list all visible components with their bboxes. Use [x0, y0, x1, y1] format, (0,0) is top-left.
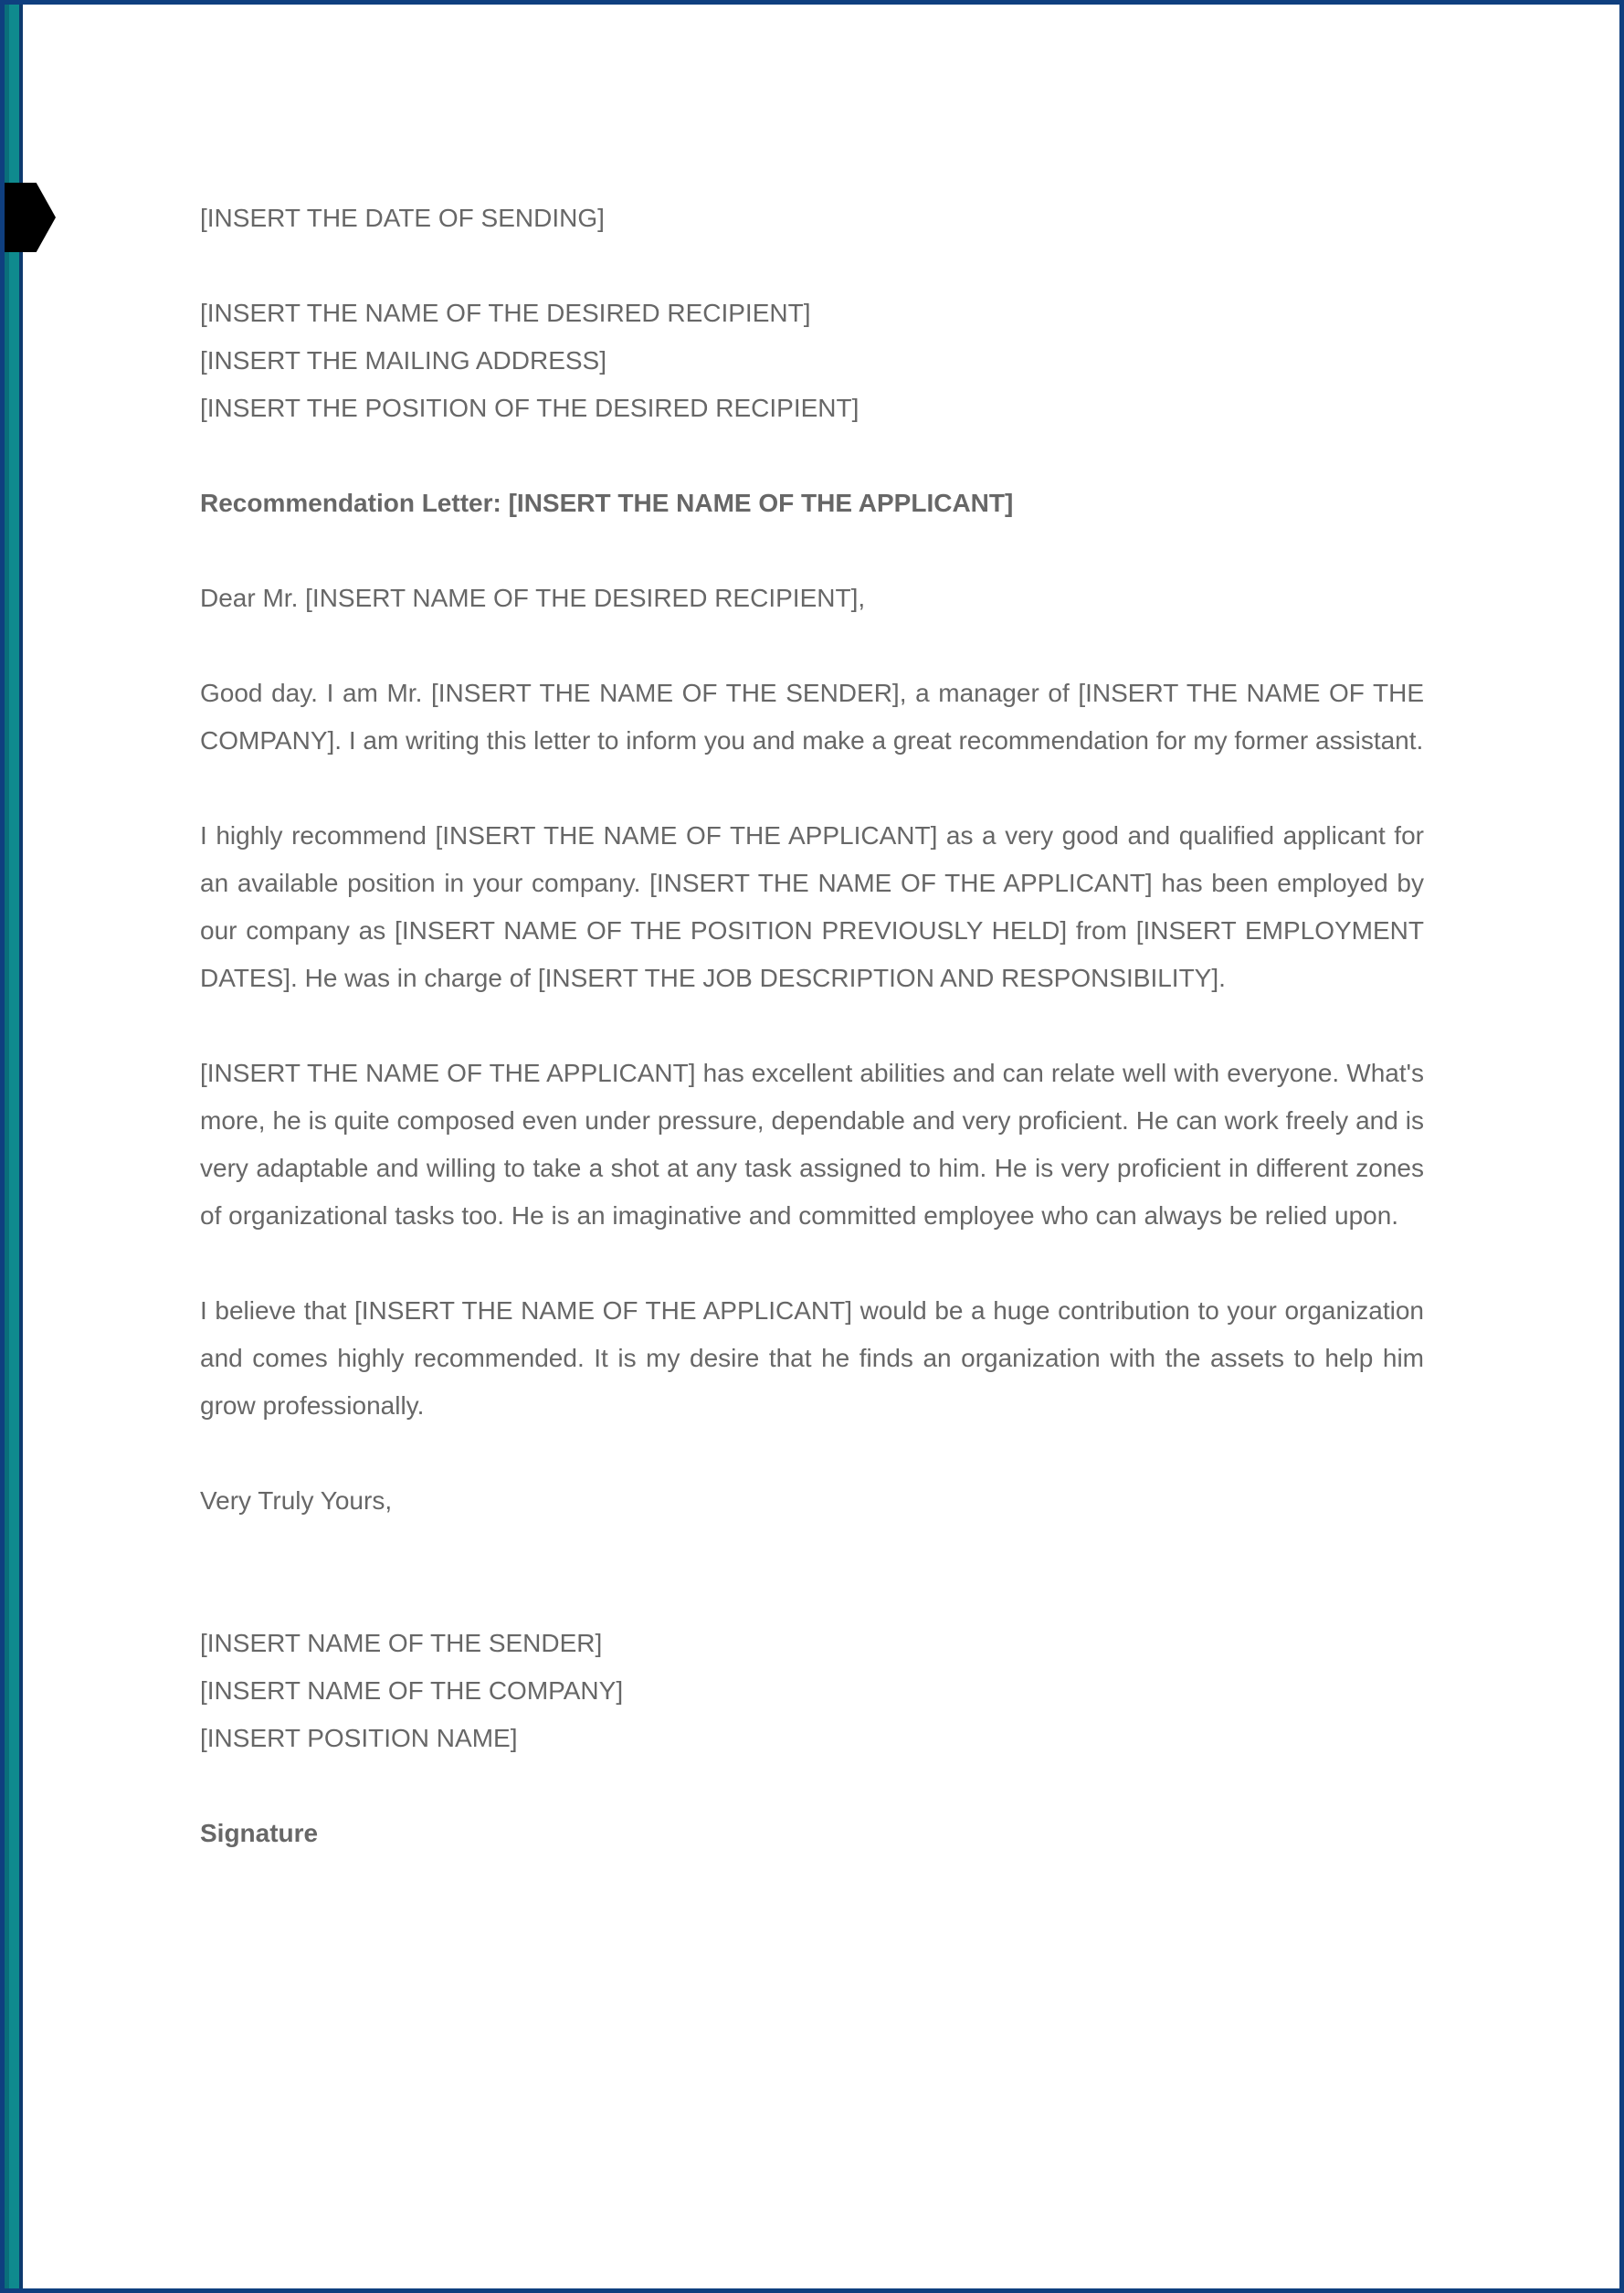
closing: Very Truly Yours, [200, 1486, 393, 1515]
paragraph-recommendation: I highly recommend [INSERT THE NAME OF THE APPLICANT] as a very good and qualified applicant for an available position in your company. [INSERT THE NAME OF THE APPLICANT] has been employed by our company as [INSERT NAME OF THE POSITION PREVIOUSLY HELD] from [INSERT EMPLOYMENT DATES]. He was in charge of [INSERT THE JOB DESCRIPTION AND RESPONSIBILITY]. [200, 821, 1424, 992]
spacer [200, 242, 1424, 290]
paragraph-introduction: Good day. I am Mr. [INSERT THE NAME OF THE SENDER], a manager of [INSERT THE NAME OF THE COMPANY]. I am writing this letter to inform you and make a great recommendation for my former assistant. [200, 679, 1424, 755]
sender-name: [INSERT NAME OF THE SENDER] [200, 1629, 603, 1657]
spacer [200, 1762, 1424, 1810]
recipient-address: [INSERT THE MAILING ADDRESS] [200, 346, 607, 375]
spacer [200, 1525, 1424, 1620]
letter-body [200, 195, 1424, 1857]
sender-company: [INSERT NAME OF THE COMPANY] [200, 1676, 624, 1705]
side-band-inner [5, 5, 9, 2288]
letter-subject: Recommendation Letter: [INSERT THE NAME OF THE APPLICANT] [200, 489, 1014, 517]
paragraph-conclusion: I believe that [INSERT THE NAME OF THE APPLICANT] would be a huge contribution to your organization and comes highly recommended. It is my desire that he finds an organization with the assets to help him grow professionally. [200, 1296, 1424, 1420]
spacer [200, 1002, 1424, 1050]
spacer [200, 1430, 1424, 1477]
letter-date: [INSERT THE DATE OF SENDING] [200, 204, 605, 232]
paragraph-qualities: [INSERT THE NAME OF THE APPLICANT] has excellent abilities and can relate well with everyone. What's more, he is quite composed even under pressure, dependable and very proficient. He can work freely and is very adaptable and willing to take a shot at any task assigned to him. He is very proficient in different zones of organizational tasks too. He is an imaginative and committed employee who can always be relied upon. [200, 1059, 1424, 1230]
recipient-position: [INSERT THE POSITION OF THE DESIRED RECIPIENT] [200, 394, 859, 422]
recipient-name: [INSERT THE NAME OF THE DESIRED RECIPIENT] [200, 299, 811, 327]
spacer [200, 1240, 1424, 1287]
spacer [200, 765, 1424, 812]
spacer [200, 622, 1424, 670]
signature-label: Signature [200, 1819, 319, 1847]
salutation: Dear Mr. [INSERT NAME OF THE DESIRED RECIPIENT], [200, 584, 866, 612]
spacer [200, 432, 1424, 480]
sender-position: [INSERT POSITION NAME] [200, 1724, 518, 1752]
spacer [200, 527, 1424, 575]
